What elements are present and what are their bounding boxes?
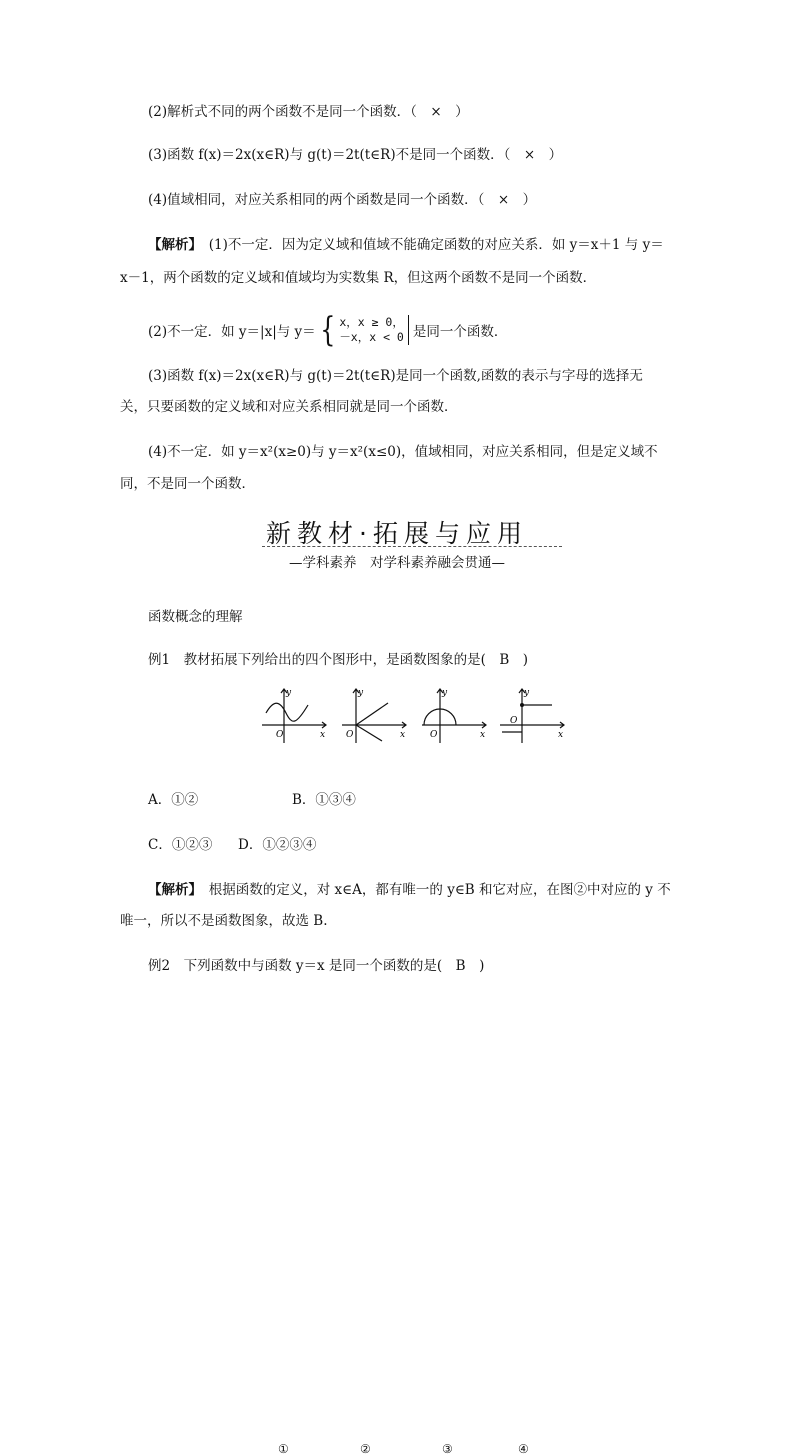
analysis-paragraph-1 bbox=[148, 235, 676, 255]
graph-1-x-label: x bbox=[320, 730, 326, 740]
graph-4-label: ④ bbox=[518, 1442, 529, 1456]
left-brace: { bbox=[319, 310, 336, 350]
judgment-item-2: (2)解析式不同的两个函数不是同一个函数．（ × ） bbox=[148, 104, 469, 120]
analysis-paragraph-1-line-2: x－1，两个函数的定义域和值域均为实数集 R，但这两个函数不是同一个函数． bbox=[120, 270, 597, 286]
graph-3-label: ③ bbox=[442, 1442, 453, 1456]
analysis-2-line-2: 唯一，所以不是函数图象，故选 B. bbox=[120, 913, 328, 929]
graph-1-label: ① bbox=[278, 1442, 289, 1456]
right-bar bbox=[406, 315, 409, 345]
graph-2 bbox=[338, 685, 410, 745]
graph-3 bbox=[418, 685, 490, 745]
analysis-text: (1)不一定．因为定义域和值域不能确定函数的对应关系．如 y＝x＋1 与 y＝ bbox=[195, 237, 664, 253]
example-1-question: 例1 教材拓展下列给出的四个图形中，是函数图象的是( B ) bbox=[148, 652, 529, 668]
analysis-2-label: 【解析】 bbox=[148, 882, 196, 898]
analysis-2-line-1 bbox=[148, 880, 676, 900]
analysis-label: 【解析】 bbox=[148, 237, 196, 253]
option-d: D．①②③④ bbox=[238, 837, 317, 853]
section-subtitle: —学科素养 对学科素养融会贯通— bbox=[289, 555, 505, 571]
piecewise-cases bbox=[339, 315, 404, 345]
case-1: x，x ≥ 0， bbox=[339, 315, 404, 329]
piecewise-suffix: 是同一个函数． bbox=[412, 324, 508, 340]
graph-2-y-label: y bbox=[358, 688, 364, 698]
graph-4-y-label: y bbox=[524, 688, 530, 698]
graph-4 bbox=[496, 685, 568, 745]
section-title: 新教材·拓展与应用 bbox=[266, 519, 528, 548]
graph-3-origin: O bbox=[430, 730, 438, 740]
option-a: A．①② bbox=[148, 792, 199, 808]
graph-2-origin: O bbox=[346, 730, 354, 740]
piecewise-example bbox=[148, 312, 507, 348]
graph-3-y-label: y bbox=[442, 688, 448, 698]
graph-2-x-label: x bbox=[400, 730, 406, 740]
case-2: －x，x < 0 bbox=[339, 330, 404, 344]
graph-4-origin: O bbox=[510, 716, 518, 726]
judgment-item-3: (3)函数 f(x)＝2x(x∈R)与 g(t)＝2t(t∈R)不是同一个函数．（ × ） bbox=[148, 147, 563, 163]
graph-1-y-label: y bbox=[286, 688, 292, 698]
graph-4-x-label: x bbox=[558, 730, 564, 740]
analysis-paragraph-3: (3)函数 f(x)＝2x(x∈R)与 g(t)＝2t(t∈R)是同一个函数,函数的表示与字母的选择无 bbox=[148, 368, 643, 384]
graph-2-label: ② bbox=[360, 1442, 371, 1456]
analysis-2-text: 根据函数的定义，对 x∈A，都有唯一的 y∈B 和它对应，在图②中对应的 y 不 bbox=[195, 882, 671, 898]
option-b: B．①③④ bbox=[292, 792, 356, 808]
piecewise-prefix: (2)不一定．如 y＝|x|与 y＝ bbox=[148, 324, 316, 340]
topic-heading: 函数概念的理解 bbox=[148, 609, 243, 625]
title-divider bbox=[262, 546, 562, 547]
analysis-paragraph-4: (4)不一定．如 y＝x²(x≥0)与 y＝x²(x≤0)，值域相同，对应关系相同，但是定义域不 bbox=[148, 444, 658, 460]
example-2-question: 例2 下列函数中与函数 y＝x 是同一个函数的是( B ) bbox=[148, 958, 485, 974]
judgment-item-4: (4)值域相同，对应关系相同的两个函数是同一个函数．（ × ） bbox=[148, 192, 537, 208]
option-c: C．①②③ bbox=[148, 837, 213, 853]
analysis-paragraph-3-line-2: 关，只要函数的定义域和对应关系相同就是同一个函数． bbox=[120, 399, 458, 415]
graph-4-point bbox=[520, 703, 524, 707]
analysis-paragraph-4-line-2: 同，不是同一个函数． bbox=[120, 476, 255, 492]
graph-1-origin: O bbox=[276, 730, 284, 740]
graph-1 bbox=[258, 685, 330, 745]
graph-3-x-label: x bbox=[480, 730, 486, 740]
